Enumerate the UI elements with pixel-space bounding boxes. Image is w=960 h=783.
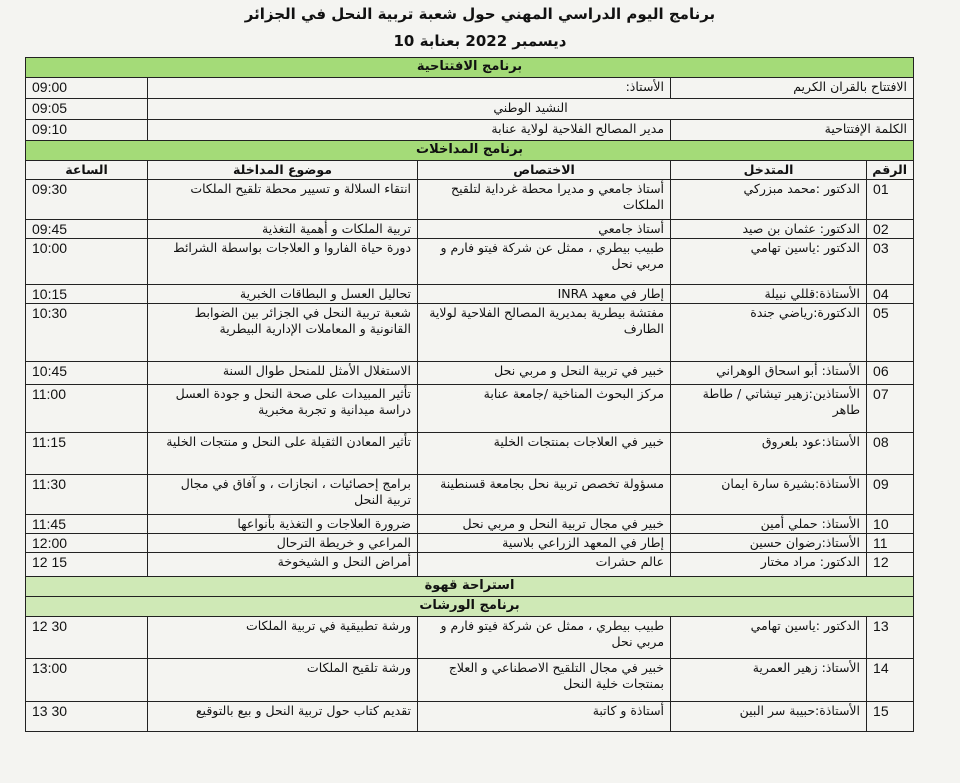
row-time: 09:45 xyxy=(26,220,148,239)
row-topic: ورشة تلقيح الملكات xyxy=(148,659,418,702)
section-header-workshops xyxy=(26,597,914,617)
row-specialty: أستاذ جامعي xyxy=(418,220,671,239)
table-row xyxy=(26,180,914,220)
row-specialty: طبيب بيطري ، ممثل عن شركة فيتو فارم و مربي نحل xyxy=(418,239,671,285)
row-time: 12:00 xyxy=(26,534,148,553)
table-row xyxy=(26,475,914,515)
section-title: برنامج الافتتاحية xyxy=(26,58,914,78)
opening-label: الكلمة الإفتتاحية xyxy=(671,120,914,141)
row-number: 12 xyxy=(867,553,914,577)
row-speaker: الدكتور :ياسين تهامي xyxy=(671,617,867,659)
table-row xyxy=(26,553,914,577)
row-topic: أمراض النحل و الشيخوخة xyxy=(148,553,418,577)
opening-label: الافتتاح بالقران الكريم xyxy=(671,78,914,99)
header-speaker: المتدخل xyxy=(671,161,867,180)
table-row xyxy=(26,239,914,285)
row-specialty: عالم حشرات xyxy=(418,553,671,577)
row-speaker: الأستاذ:عود بلعروق xyxy=(671,433,867,475)
section-title: برنامج المداخلات xyxy=(26,141,914,161)
page-subtitle: 10 ديسمبر 2022 بعنابة xyxy=(393,32,567,50)
table-row xyxy=(26,220,914,239)
row-speaker: الأستاذ: حملي أمين xyxy=(671,515,867,534)
opening-row xyxy=(26,120,914,141)
row-topic: تأثير المبيدات على صحة النحل و جودة العسل دراسة ميدانية و تجربة مخبرية xyxy=(148,385,418,433)
row-number: 13 xyxy=(867,617,914,659)
row-number: 02 xyxy=(867,220,914,239)
opening-detail: مدير المصالح الفلاحية لولاية عنابة xyxy=(148,120,671,141)
row-speaker: الأستاذة:بشيرة سارة ايمان xyxy=(671,475,867,515)
page-title: برنامج اليوم الدراسي المهني حول شعبة تربية النحل في الجزائر xyxy=(244,5,716,23)
section-title: برنامج الورشات xyxy=(26,597,914,617)
row-topic: تقديم كتاب حول تربية النحل و بيع بالتوقيع xyxy=(148,702,418,732)
row-time: 10:30 xyxy=(26,304,148,362)
row-number: 01 xyxy=(867,180,914,220)
row-time: 11:15 xyxy=(26,433,148,475)
row-time: 11:45 xyxy=(26,515,148,534)
row-topic: ضرورة العلاجات و التغذية بأنواعها xyxy=(148,515,418,534)
row-speaker: الأستاذ: زهير العمرية xyxy=(671,659,867,702)
row-time: 10:45 xyxy=(26,362,148,385)
table-row xyxy=(26,534,914,553)
row-topic: شعبة تربية النحل في الجزائر بين الضوابط القانونية و المعاملات الإدارية البيطرية xyxy=(148,304,418,362)
row-specialty: خبير في تربية النحل و مربي نحل xyxy=(418,362,671,385)
row-number: 03 xyxy=(867,239,914,285)
row-number: 15 xyxy=(867,702,914,732)
row-time: 10:15 xyxy=(26,285,148,304)
row-specialty: طبيب بيطري ، ممثل عن شركة فيتو فارم و مربي نحل xyxy=(418,617,671,659)
row-number: 11 xyxy=(867,534,914,553)
row-speaker: الدكتور: مراد مختار xyxy=(671,553,867,577)
table-row xyxy=(26,385,914,433)
table-row xyxy=(26,433,914,475)
row-number: 04 xyxy=(867,285,914,304)
break-label: استراحة قهوة xyxy=(26,577,914,597)
header-time: الساعة xyxy=(26,161,148,180)
row-specialty: إطار في معهد INRA xyxy=(418,285,671,304)
row-specialty: خبير في العلاجات بمنتجات الخلية xyxy=(418,433,671,475)
row-speaker: الأستاذة:قللي نبيلة xyxy=(671,285,867,304)
row-specialty: خبير في مجال التلقيح الاصطناعي و العلاج بمنتجات خلية النحل xyxy=(418,659,671,702)
header-topic: موضوع المداخلة xyxy=(148,161,418,180)
row-specialty: أستاذ جامعي و مديرا محطة غرداية لتلقيح الملكات xyxy=(418,180,671,220)
row-specialty: مركز البحوث المناخية /جامعة عنابة xyxy=(418,385,671,433)
opening-row xyxy=(26,78,914,99)
header-num: الرقم xyxy=(867,161,914,180)
row-time: 11:00 xyxy=(26,385,148,433)
row-number: 10 xyxy=(867,515,914,534)
row-speaker: الدكتور :ياسين تهامي xyxy=(671,239,867,285)
row-topic: تحاليل العسل و البطاقات الخبرية xyxy=(148,285,418,304)
table-row xyxy=(26,702,914,732)
row-time: 12 15 xyxy=(26,553,148,577)
column-header-row xyxy=(26,161,914,180)
row-speaker: الدكتور: عثمان بن صيد xyxy=(671,220,867,239)
table-row xyxy=(26,304,914,362)
section-header-opening xyxy=(26,58,914,78)
break-row xyxy=(26,577,914,597)
section-header-interventions xyxy=(26,141,914,161)
row-specialty: مفتشة بيطرية بمديرية المصالح الفلاحية لولاية الطارف xyxy=(418,304,671,362)
row-number: 06 xyxy=(867,362,914,385)
row-topic: تأثير المعادن الثقيلة على النحل و منتجات الخلية xyxy=(148,433,418,475)
row-speaker: الأستاذين:زهير تيشاتي / طاطة طاهر xyxy=(671,385,867,433)
row-topic: دورة حياة الفاروا و العلاجات بواسطة الشرائط xyxy=(148,239,418,285)
row-number: 05 xyxy=(867,304,914,362)
row-number: 14 xyxy=(867,659,914,702)
opening-row xyxy=(26,99,914,120)
row-number: 08 xyxy=(867,433,914,475)
row-speaker: الأستاذ: أبو اسحاق الوهراني xyxy=(671,362,867,385)
row-time: 13:00 xyxy=(26,659,148,702)
opening-time: 09:05 xyxy=(26,99,148,120)
row-speaker: الأستاذ:رضوان حسين xyxy=(671,534,867,553)
table-row xyxy=(26,659,914,702)
row-specialty: أستاذة و كاتبة xyxy=(418,702,671,732)
table-row xyxy=(26,515,914,534)
row-speaker: الدكتور :محمد مبزركي xyxy=(671,180,867,220)
row-specialty: إطار في المعهد الزراعي بلاسية xyxy=(418,534,671,553)
row-topic: برامج إحصائيات ، انجازات ، و آفاق في مجال تربية النحل xyxy=(148,475,418,515)
schedule-table xyxy=(25,57,914,732)
row-specialty: مسؤولة تخصص تربية نحل بجامعة قسنطينة xyxy=(418,475,671,515)
row-speaker: الأستاذة:حبيبة سر البين xyxy=(671,702,867,732)
row-number: 09 xyxy=(867,475,914,515)
row-topic: المراعي و خريطة الترحال xyxy=(148,534,418,553)
header-specialty: الاختصاص xyxy=(418,161,671,180)
opening-time: 09:10 xyxy=(26,120,148,141)
opening-label: النشيد الوطني xyxy=(148,99,914,120)
table-row xyxy=(26,285,914,304)
row-speaker: الدكتورة:رياضي جندة xyxy=(671,304,867,362)
row-topic: ورشة تطبيقية في تربية الملكات xyxy=(148,617,418,659)
row-specialty: خبير في مجال تربية النحل و مربي نحل xyxy=(418,515,671,534)
row-time: 12 30 xyxy=(26,617,148,659)
opening-time: 09:00 xyxy=(26,78,148,99)
row-time: 13 30 xyxy=(26,702,148,732)
row-time: 10:00 xyxy=(26,239,148,285)
table-row xyxy=(26,617,914,659)
table-row xyxy=(26,362,914,385)
row-topic: انتقاء السلالة و تسيير محطة تلقيح الملكات xyxy=(148,180,418,220)
row-topic: الاستغلال الأمثل للمنحل طوال السنة xyxy=(148,362,418,385)
row-time: 09:30 xyxy=(26,180,148,220)
opening-detail: الأستاذ: xyxy=(148,78,671,99)
row-time: 11:30 xyxy=(26,475,148,515)
row-number: 07 xyxy=(867,385,914,433)
row-topic: تربية الملكات و أهمية التغذية xyxy=(148,220,418,239)
